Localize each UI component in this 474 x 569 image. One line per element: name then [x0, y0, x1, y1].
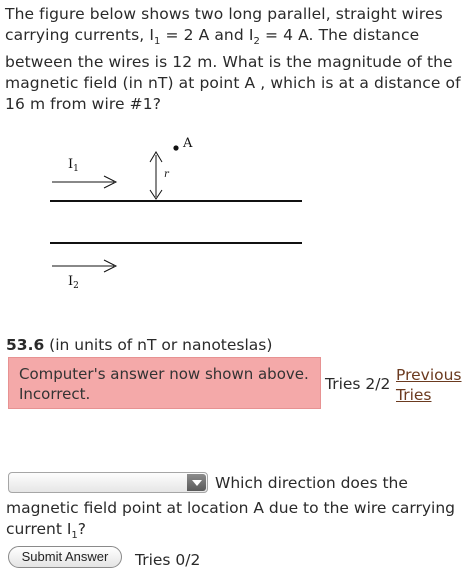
answer-units: (in units of nT or nanoteslas): [44, 336, 273, 354]
answer-line: [6, 336, 272, 354]
tries-counter-first: Tries 2/2: [325, 375, 391, 393]
previous-tries-link-line1[interactable]: Previous: [396, 366, 462, 384]
previous-tries-link[interactable]: [396, 365, 462, 405]
question-text: [5, 4, 467, 115]
wires-figure: [0, 130, 474, 300]
point-a-dot: [173, 145, 178, 150]
question2-lead: Which direction does the: [215, 474, 408, 492]
current-2-value: = 4 A. The distance between the wires is 12 m. What is the magnitude of the magnetic field (in nT) at point A , which is at a distance of 16 m from wire #1?: [5, 26, 461, 114]
point-a-label: A: [183, 136, 193, 151]
direction-select[interactable]: [8, 472, 208, 493]
current-1-symbol: $I_1$: [149, 26, 161, 48]
feedback-message: Computer's answer now shown above.: [19, 365, 309, 383]
tries-counter-second: Tries 0/2: [135, 551, 201, 569]
submit-answer-button[interactable]: Submit Answer: [8, 546, 122, 568]
feedback-status: Incorrect.: [19, 385, 91, 403]
question-intro: The figure below shows two long parallel, straight wires carrying currents,: [5, 5, 443, 44]
dropdown-arrow-icon[interactable]: [187, 474, 206, 491]
distance-label: r: [164, 169, 169, 180]
wire-2-current-label: $I_2$: [68, 274, 79, 291]
current-1-value: = 2 A and: [160, 26, 249, 44]
current-2-symbol: $I_2$: [248, 26, 260, 48]
current-symbol: $I_1$: [66, 520, 78, 542]
computed-answer: 53.6: [6, 336, 45, 354]
wire-1-current-label: $I_1$: [68, 157, 79, 174]
feedback-box: [8, 357, 321, 409]
question2-text: magnetic field point at location A due to the wire carrying current $I_1$?: [6, 499, 456, 542]
previous-tries-link-line2[interactable]: Tries: [396, 386, 432, 404]
